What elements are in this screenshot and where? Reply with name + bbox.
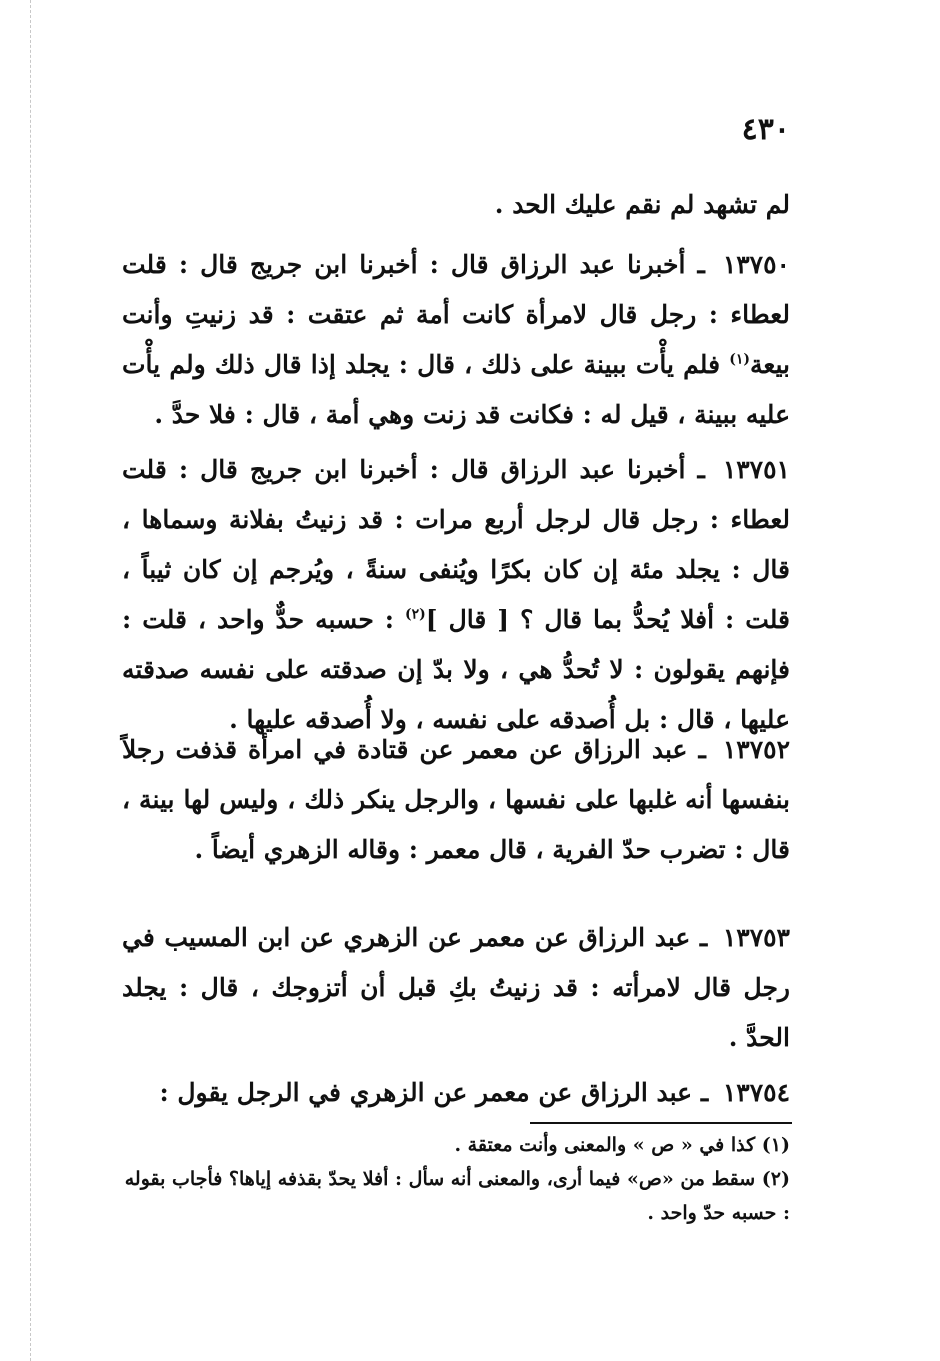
hadith-13754 [122, 1068, 790, 1118]
footnote-2 [122, 1162, 790, 1230]
hadith-text: عبد الرزاق عن معمر عن الزهري في الرجل يقول : [159, 1078, 693, 1107]
footnote-1 [122, 1128, 790, 1162]
hadith-13752 [122, 725, 790, 875]
hadith-number: ١٣٧٥٠ [722, 250, 790, 279]
hadith-dash: ـ [697, 250, 705, 279]
hadith-text: عبد الرزاق عن معمر عن الزهري عن ابن المسيب في رجل قال لامرأته : قد زنيتُ بكِ قبل أن أتزوجك ، قال : يجلد الحدَّ . [122, 923, 790, 1052]
footnotes [122, 1128, 790, 1230]
scan-edge-line [30, 0, 31, 1361]
footnote-text: كذا في « ص » والمعنى وأنت معتقة . [454, 1134, 756, 1156]
footnote-mark-1: (١) [729, 351, 751, 368]
hadith-number: ١٣٧٥٣ [722, 923, 790, 952]
hadith-text-part1: أخبرنا عبد الرزاق قال : أخبرنا ابن جريج قال : قلت لعطاء : رجل قال لامرأة كانت أمة ثم عتقت : قد زنيتِ وأنت بيعة [122, 250, 790, 379]
footnote-separator [530, 1122, 792, 1124]
footnote-text: سقط من «ص» فيما أرى، والمعنى أنه سأل : أفلا يحدّ بقذفه إياها؟ فأجاب بقوله : حسبه حدّ واحد . [124, 1168, 790, 1224]
hadith-13750 [122, 240, 790, 440]
hadith-dash: ـ [700, 1078, 709, 1107]
hadith-number: ١٣٧٥٤ [722, 1078, 790, 1107]
hadith-text: عبد الرزاق عن معمر عن قتادة في امرأة قذفت رجلاً بنفسها أنه غلبها على نفسها ، والرجل ينكر ذلك ، وليس لها بينة ، قال : تضرب حدّ الفرية ، قال معمر : وقاله الزهري أيضاً . [122, 735, 790, 864]
footnote-mark-2: (٢) [405, 606, 426, 623]
hadith-number: ١٣٧٥١ [722, 455, 790, 484]
continuation-text: لم تشهد لم نقم عليك الحد . [494, 190, 790, 219]
page-number: ٤٣٠ [741, 112, 790, 147]
hadith-13753 [122, 913, 790, 1063]
hadith-13751 [122, 445, 790, 745]
hadith-text-part2: : حسبه حدٌّ واحد ، قلت : فإنهم يقولون : لا تُحدُّ هي ، ولا بدّ إن صدقته على نفسه صدقته عليها ، قال : بل أُصدقه على نفسه ، ولا أُصدقه عليها . [122, 605, 790, 734]
hadith-text-part1: أخبرنا عبد الرزاق قال : أخبرنا ابن جريج قال : قلت لعطاء : رجل قال لرجل أربع مرات : قد زنيتُ بفلانة وسماها ، قال : يجلد مئة إن كان بكرًا ويُنفى سنةً ، ويُرجم إن كان ثيباً ، قلت : أفلا يُحدُّ بما قال ؟ [ قال ] [122, 455, 790, 634]
hadith-dash: ـ [697, 455, 705, 484]
continuation-paragraph [122, 180, 790, 230]
hadith-dash: ـ [698, 735, 706, 764]
hadith-text-part2: فلم يأْت ببينة على ذلك ، قال : يجلد إذا قال ذلك ولم يأْت عليه ببينة ، قيل له : فكانت قد زنت وهي أمة ، قال : فلا حدَّ . [122, 350, 790, 429]
footnote-mark: (١) [761, 1134, 790, 1156]
footnote-mark: (٢) [761, 1168, 790, 1190]
hadith-number: ١٣٧٥٢ [722, 735, 790, 764]
hadith-dash: ـ [699, 923, 708, 952]
